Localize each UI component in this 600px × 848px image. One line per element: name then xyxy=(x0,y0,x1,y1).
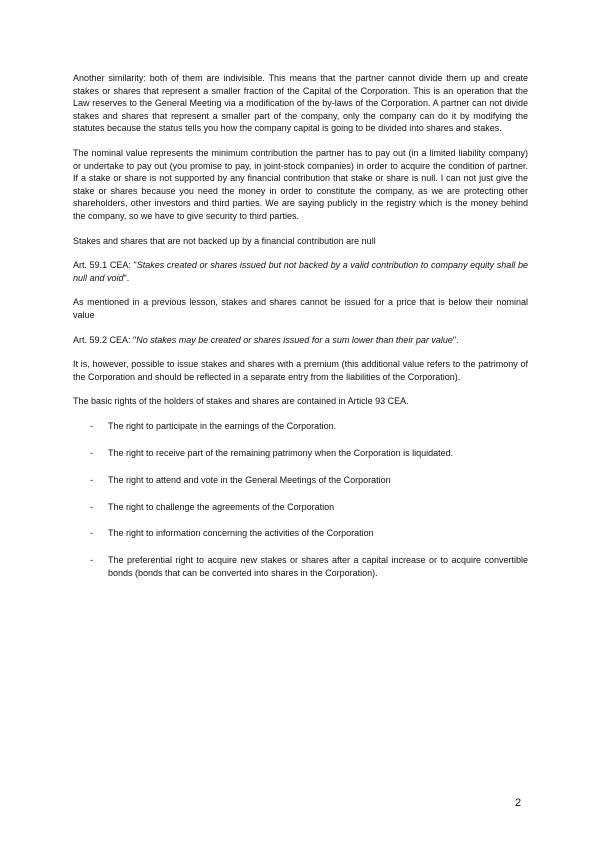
list-item xyxy=(73,447,528,460)
art-59-1-suffix: ". xyxy=(123,272,130,283)
paragraph-nominal-price: As mentioned in a previous lesson, stakes and shares cannot be issued for a price that is below their nominal value xyxy=(73,297,528,320)
art-59-1-quote: Stakes created or shares issued but not backed by a valid contribution to company equity shall be null and void xyxy=(73,260,528,283)
list-item-text: The preferential right to acquire new stakes or shares after a capital increase or to acquire convertible bonds (bonds that can be converted into shares in the Corporation). xyxy=(108,555,528,578)
paragraph-art-59-1 xyxy=(73,259,528,284)
list-item xyxy=(73,554,528,579)
list-item-text: The right to receive part of the remaining patrimony when the Corporation is liquidated. xyxy=(108,447,454,458)
list-bullet: - xyxy=(90,420,93,431)
paragraph-basic-rights: The basic rights of the holders of stakes and shares are contained in Article 93 CEA. xyxy=(73,396,409,407)
document-page xyxy=(73,72,528,594)
list-bullet: - xyxy=(90,528,93,539)
list-item-text: The right to attend and vote in the General Meetings of the Corporation xyxy=(108,474,391,485)
paragraph-nominal-value: The nominal value represents the minimum contribution the partner has to pay out (in a limited liability company) or undertake to pay out (you promise to pay, in joint-stock companies) in order to acquire the condition of partner. If a stake or share is not supported by any financial contribution that stake or share is null. I can not just give the stake or shares because you need the money in order to constitute the company, as we are protecting other shareholders, other investors and third parties. We are saying publicly in the registry which is the money behind the company, so we have to give security to third parties. xyxy=(73,147,528,221)
paragraph-premium: It is, however, possible to issue stakes and shares with a premium (this additional value refers to the patrimony of the Corporation and should be reflected in a separate entry from the liabilities of the Corporation). xyxy=(73,359,528,382)
list-item xyxy=(73,474,528,487)
paragraph-indivisible: Another similarity: both of them are indivisible. This means that the partner cannot divide them up and create stakes or shares that represent a smaller fraction of the Capital of the Corporation. This is an operation that the Law reserves to the General Meeting via a modification of the by-laws of the Corporation. A partner can not divide stakes and shares that represent a smaller part of the company, only the company can do it by modifying the statutes because the status tells you how the company capital is going to be divided into shares and stakes. xyxy=(73,73,528,134)
rights-list xyxy=(73,420,528,580)
art-59-1-prefix: Art. 59.1 CEA: " xyxy=(73,260,137,271)
list-item-text: The right to challenge the agreements of the Corporation xyxy=(108,501,335,512)
list-item xyxy=(73,501,528,514)
list-bullet: - xyxy=(90,555,93,566)
art-59-2-suffix: ". xyxy=(452,334,459,345)
list-item-text: The right to participate in the earnings of the Corporation. xyxy=(108,420,337,431)
list-item-text: The right to information concerning the activities of the Corporation xyxy=(108,528,374,539)
list-item xyxy=(73,420,528,433)
list-bullet: - xyxy=(90,447,93,458)
list-bullet: - xyxy=(90,474,93,485)
paragraph-null-stakes: Stakes and shares that are not backed up by a financial contribution are null xyxy=(73,235,376,246)
page-number: 2 xyxy=(515,797,522,809)
list-bullet: - xyxy=(90,501,93,512)
art-59-2-quote: No stakes may be created or shares issued for a sum lower than their par value xyxy=(136,334,453,345)
paragraph-art-59-2 xyxy=(73,334,528,347)
art-59-2-prefix: Art. 59.2 CEA: " xyxy=(73,334,137,345)
list-item xyxy=(73,527,528,540)
